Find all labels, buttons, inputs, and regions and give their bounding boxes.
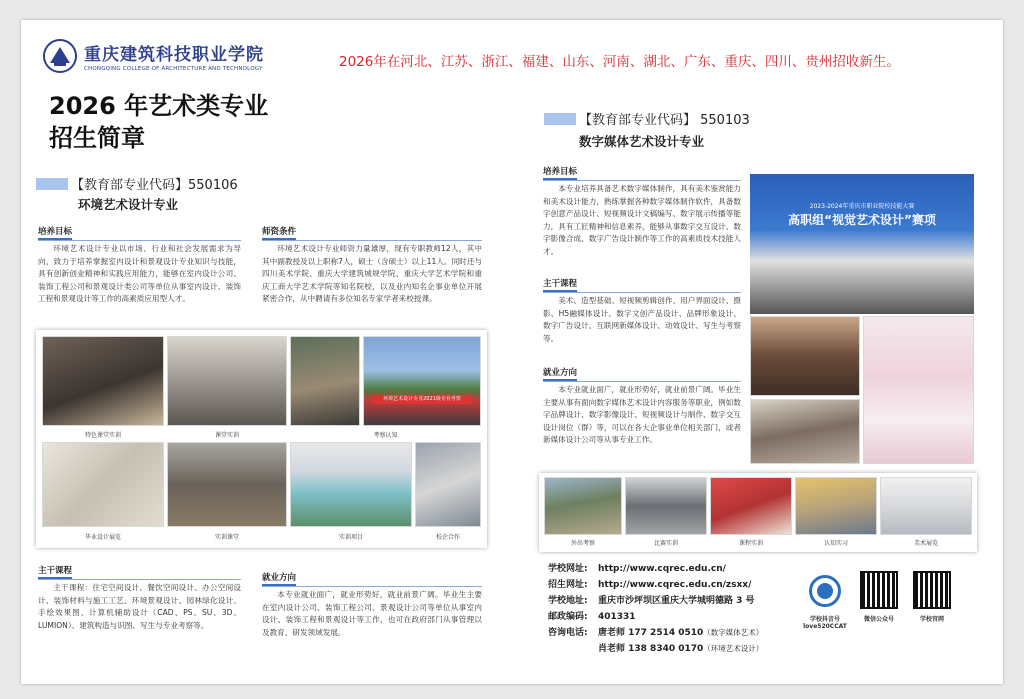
env-course-text: 主干课程：住宅空间设计、餐饮空间设计、办公空间设计、装饰材料与施工工艺、环境景观设计、园林绿化设计、手绘效果图、计算机辅助设计（CAD、PS、SU、3D、LUMION）、建筑构造与识图、写生与专业考察等。 xyxy=(38,583,241,630)
dma-career-text: 本专业就业面广，就业形势好，就业前景广阔。毕业生主要从事有面向数字媒体艺术设计内容服务等职业，例如数字品牌设计、数字影像设计、短视频设计与制作、数字交互设计岗位（群）等，可以在各大企事业单位相关部门，或者新媒体设计公司等从事专业工作。 xyxy=(543,385,741,445)
page-title xyxy=(49,90,268,154)
env-photo-caption: 实训项目 xyxy=(338,534,363,541)
env-photo-1 xyxy=(42,336,164,426)
env-goal-text: 环境艺术设计专业以市场、行业和社会发展需求为导向，致力于培养掌握室内设计和景观设计专业知识与技能，具有创新创业精神和实践应用能力，能够在室内设计公司、装饰工程公司和景观设计类公司等单位从事室内设计、装饰工程和景观设计等工作的高素质应用型人才。 xyxy=(38,244,241,304)
env-photo-2 xyxy=(167,336,287,426)
env-photo-3 xyxy=(290,336,360,426)
divider xyxy=(543,381,741,382)
phone-2-note: （环境艺术设计） xyxy=(703,644,764,653)
dma-career-title: 就业方向 xyxy=(543,366,577,381)
env-photo-banner: 环境艺术设计专业2021级专业考察 xyxy=(372,395,472,404)
qr3-label: 学校官网 xyxy=(919,616,944,623)
env-course-title: 主干课程 xyxy=(38,564,72,579)
dma-award-banner-line1: 2023-2024年重庆市职业院校技能大赛 xyxy=(809,203,915,210)
qr2-label: 微信公众号 xyxy=(863,616,894,623)
dma-photo-caption: 比赛实训 xyxy=(653,540,678,547)
env-photo-8 xyxy=(415,442,481,527)
phone-1-note: （数字媒体艺术） xyxy=(703,628,764,637)
dma-photo-caption: 认知实习 xyxy=(823,540,848,547)
title-line1: 2026 年艺术类专业 xyxy=(49,92,269,120)
env-career-text: 本专业就业面广，就业形势好，就业前景广阔。毕业生主要在室内设计公司、装饰工程公司、景观设计公司等单位从事室内设计、装饰工程和景观设计等工作，也可在政府部门从事管理以及教育、研发领域发展。 xyxy=(262,590,482,637)
env-career-title: 就业方向 xyxy=(262,571,296,586)
env-photo-caption: 特色课堂实训 xyxy=(84,432,121,439)
admission-label: 招生网址: xyxy=(548,580,588,590)
school-name-cn: 重庆建筑科技职业学院 xyxy=(84,45,264,65)
zip-label: 邮政编码: xyxy=(548,612,588,622)
env-code-row xyxy=(36,174,238,193)
wechat-qr-icon[interactable] xyxy=(860,571,898,609)
contact-info xyxy=(548,561,763,657)
title-line2: 招生简章 xyxy=(49,124,145,152)
phone-2: 肖老师 138 8340 0170 xyxy=(598,644,704,654)
dma-photo-collage xyxy=(539,473,977,552)
dma-photo-caption: 美术展览 xyxy=(913,540,938,547)
school-logo xyxy=(43,39,264,73)
dma-photo-caption: 外出考察 xyxy=(570,540,595,547)
address-label: 学校地址: xyxy=(548,596,588,606)
env-faculty-section xyxy=(262,219,482,306)
dma-photo-classroom xyxy=(750,316,860,396)
school-name-en: CHONGQING COLLEGE OF ARCHITECTURE AND TECHNOLOGY xyxy=(84,66,263,72)
recruit-notice: 2026年在河北、江苏、浙江、福建、山东、河南、湖北、广东、重庆、四川、贵州招收新生。 xyxy=(339,54,900,70)
douyin-icon xyxy=(805,571,845,611)
dma-photo-1 xyxy=(544,477,622,535)
website-qr-icon[interactable] xyxy=(913,571,951,609)
env-code: 【教育部专业代码】550106 xyxy=(71,178,238,193)
qr1-label: 学校抖音号 love520CCAT xyxy=(803,616,847,630)
divider xyxy=(38,579,241,580)
dma-course-title: 主干课程 xyxy=(543,277,577,292)
dma-photo-lab xyxy=(750,399,860,464)
env-photo-4 xyxy=(363,336,481,426)
website-label: 学校网址: xyxy=(548,564,588,574)
env-career-section xyxy=(262,565,482,639)
phone-label: 咨询电话: xyxy=(548,628,588,638)
address-value: 重庆市沙坪坝区重庆大学城明德路 3 号 xyxy=(598,596,755,606)
dma-goal-section xyxy=(543,159,741,259)
env-photo-caption: 毕业设计展览 xyxy=(84,534,121,541)
dma-photo-2 xyxy=(625,477,707,535)
env-photo-collage xyxy=(36,330,487,548)
school-seal-icon xyxy=(43,39,77,73)
dma-goal-text: 本专业培养具备艺术数字媒体制作，具有美术鉴赏能力和美术设计能力，熟练掌握各种数字媒体制作软件，具备数字创意产品设计、短视频设计文稿编写、数字展示传播等能力，具有工匠精神和信息素养，能够从事数字交互设计、数字影像合成、数字广告设计制作等工作的高素质技术技能人才。 xyxy=(543,184,741,256)
dma-course-section xyxy=(543,271,741,345)
dma-photo-caption: 课程实训 xyxy=(738,540,763,547)
dma-award-banner-line2: 高职组“视觉艺术设计”赛项 xyxy=(788,213,936,227)
env-course-section xyxy=(38,558,241,632)
dma-code: 【教育部专业代码】 550103 xyxy=(579,113,750,128)
dma-career-section xyxy=(543,360,741,447)
brochure-page xyxy=(21,20,1003,684)
env-code-bar xyxy=(36,178,68,190)
divider xyxy=(543,292,741,293)
env-photo-caption: 考察认知 xyxy=(373,432,398,439)
env-photo-caption: 课堂实训 xyxy=(214,432,239,439)
dma-major-name: 数字媒体艺术设计专业 xyxy=(579,134,705,149)
dma-photo-4 xyxy=(795,477,877,535)
dma-code-row xyxy=(544,109,750,128)
divider xyxy=(38,240,241,241)
env-photo-5 xyxy=(42,442,164,527)
website-link[interactable]: http://www.cqrec.edu.cn/ xyxy=(598,564,726,574)
divider xyxy=(262,240,482,241)
env-goal-section xyxy=(38,219,241,306)
zip-value: 401331 xyxy=(598,612,636,622)
divider xyxy=(262,586,482,587)
divider xyxy=(543,180,741,181)
dma-award-photo xyxy=(750,174,974,314)
dma-photo-design xyxy=(863,316,974,464)
env-photo-caption: 校企合作 xyxy=(435,534,460,541)
env-photo-7 xyxy=(290,442,412,527)
env-faculty-title: 师资条件 xyxy=(262,225,296,240)
env-photo-caption: 实训课堂 xyxy=(214,534,239,541)
dma-code-bar xyxy=(544,113,576,125)
admission-link[interactable]: http://www.cqrec.edu.cn/zsxx/ xyxy=(598,580,752,590)
env-major-name: 环境艺术设计专业 xyxy=(78,197,179,212)
dma-photo-5 xyxy=(880,477,972,535)
env-goal-title: 培养目标 xyxy=(38,225,72,240)
env-photo-6 xyxy=(167,442,287,527)
dma-photo-3 xyxy=(710,477,792,535)
phone-1: 唐老师 177 2514 0510 xyxy=(598,628,704,638)
dma-goal-title: 培养目标 xyxy=(543,165,577,180)
dma-course-text: 美术、造型基础、短视频剪辑创作、用户界面设计、摄影、H5融媒体设计、数字文创产品设计、品牌形象设计、数字广告设计、互联网新媒体设计、动效设计、写生与考察等。 xyxy=(543,296,741,343)
env-faculty-text: 环境艺术设计专业师资力量雄厚，现有专职教师12人，其中其中副教授及以上职称7人，硕士（含硕士）以上11人。同时还与四川美术学院、重庆大学建筑城规学院、重庆大学艺术学院和重庆工商大学艺术学院等知名院校，以及业内知名企事业单位开展紧密合作，从中聘请有多位知名专家学者来校授课。 xyxy=(262,244,482,304)
